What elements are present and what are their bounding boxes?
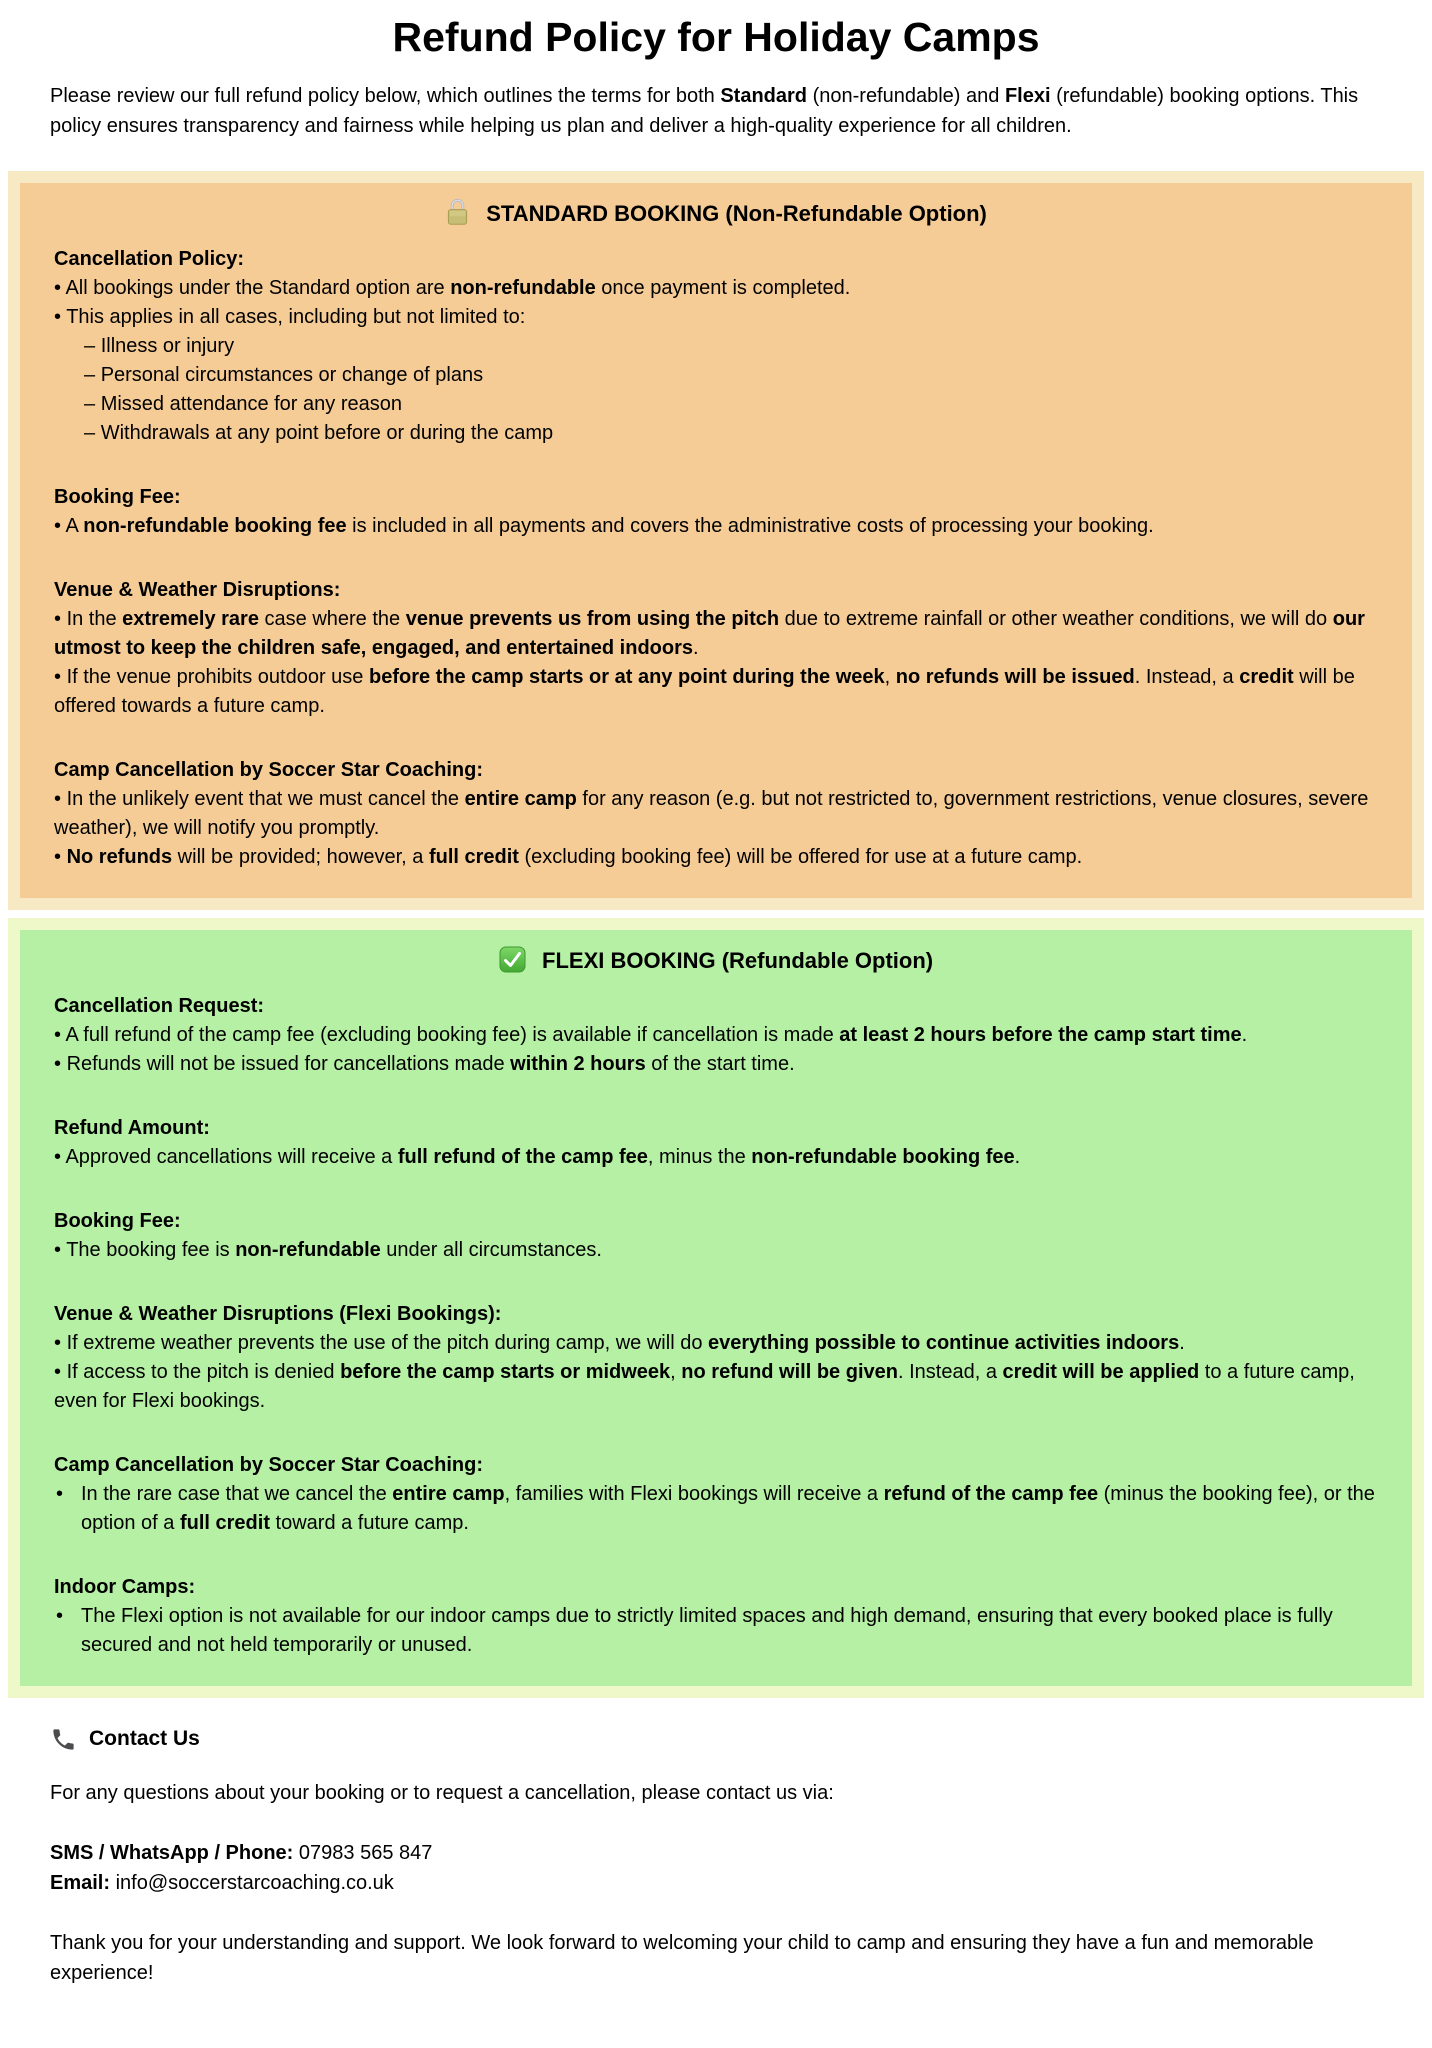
group-heading: Booking Fee: [54, 486, 181, 508]
text-run: In the unlikely event that we must cancel the [66, 788, 465, 810]
check-icon [499, 946, 526, 973]
list-marker: • [54, 1239, 67, 1261]
closing-paragraph: Thank you for your understanding and support. We look forward to welcoming your child to camp and ensuring they have a fun and memorable experience! [50, 1932, 1314, 1984]
item-text [54, 1361, 1355, 1412]
bold-text: no refunds will be issued [895, 666, 1135, 688]
list-marker: • [54, 1361, 67, 1383]
text-run: All bookings under the Standard option are [65, 277, 451, 299]
item-text [101, 393, 402, 415]
page-title: Refund Policy for Holiday Camps [392, 14, 1040, 60]
group-heading: Cancellation Policy: [54, 248, 245, 270]
text-run: due to extreme rainfall or other weather conditions, we will do [779, 608, 1333, 630]
text-run: . Instead, a [1134, 666, 1240, 688]
text-run: is included in all payments and covers the administrative costs of processing your booking. [346, 515, 1154, 537]
text-run: will be offered towards a future camp. [54, 666, 1355, 717]
list-marker: • [54, 666, 67, 688]
policy-group [54, 992, 1378, 1079]
list-marker: • [54, 788, 67, 810]
group-heading: Refund Amount: [54, 1117, 210, 1139]
standard-booking-inner [20, 183, 1412, 898]
bold-text: refund of the camp fee [883, 1483, 1099, 1505]
text-run: , minus the [647, 1146, 752, 1168]
policy-group [54, 1300, 1378, 1416]
text-run: If access to the pitch is denied [66, 1361, 341, 1383]
item-text [81, 1605, 1333, 1656]
bold-text: non-refundable booking fee [751, 1146, 1015, 1168]
list-marker: • [54, 1053, 67, 1075]
policy-bullet [54, 274, 1378, 303]
item-text [81, 1483, 1375, 1534]
policy-group [54, 756, 1378, 872]
text-run: Illness or injury [100, 335, 235, 357]
list-marker: – [84, 422, 101, 444]
text-run: . [1179, 1332, 1185, 1354]
policy-group [54, 483, 1378, 541]
text-run: for any reason (e.g. but not restricted to, government restrictions, venue closures, severe weather), we will notify you promptly. [54, 788, 1369, 839]
text-run: The Flexi option is not available for our indoor camps due to strictly limited spaces and high demand, ensuring that every booked place is fully secured and not held temporarily or unused. [81, 1605, 1333, 1656]
contact-heading [50, 1724, 1382, 1754]
policy-bullet [54, 1602, 1378, 1660]
list-marker: • [54, 306, 67, 328]
list-marker: – [84, 364, 101, 386]
bold-text: No refunds [66, 846, 173, 868]
list-marker: • [56, 1483, 64, 1505]
bold-text: before the camp starts or midweek [340, 1361, 671, 1383]
policy-bullet [54, 1143, 1378, 1172]
text-run: . [693, 637, 699, 659]
bold-text: our utmost to keep the children safe, engaged, and entertained indoors [54, 608, 1365, 659]
policy-bullet [54, 1021, 1378, 1050]
text-run: A [65, 515, 84, 537]
contact-intro: For any questions about your booking or to request a cancellation, please contact us via: [50, 1782, 834, 1804]
policy-bullet [54, 663, 1378, 721]
policy-bullet [54, 843, 1378, 872]
text-run: This applies in all cases, including but not limited to: [66, 306, 526, 328]
flexi-groups [54, 992, 1378, 1660]
item-text [66, 1239, 602, 1261]
bold-text: before the camp starts or at any point during the week [368, 666, 885, 688]
text-run: , families with Flexi bookings will receive a [504, 1483, 884, 1505]
standard-section-header [54, 197, 1378, 231]
list-marker: • [54, 846, 67, 868]
item-text [67, 846, 1083, 868]
bold-text: credit will be applied [1002, 1361, 1200, 1383]
list-marker: • [54, 608, 67, 630]
list-marker: • [54, 1332, 67, 1354]
policy-bullet [54, 512, 1378, 541]
bold-text: within 2 hours [510, 1053, 646, 1075]
policy-sub-item [54, 390, 1378, 419]
phone-number: 07983 565 847 [298, 1842, 433, 1864]
item-text [67, 1053, 795, 1075]
bold-text: Flexi [1004, 85, 1051, 107]
policy-sub-item [54, 332, 1378, 361]
standard-section-title: STANDARD BOOKING (Non-Refundable Option) [486, 201, 987, 226]
policy-sub-item [54, 361, 1378, 390]
text-run: will be provided; however, a [172, 846, 429, 868]
text-run: Approved cancellations will receive a [65, 1146, 398, 1168]
standard-booking-section [8, 171, 1424, 910]
text-run: In the [66, 608, 123, 630]
text-run: , [884, 666, 896, 688]
text-run: In the rare case that we cancel the [81, 1483, 393, 1505]
item-text [101, 364, 483, 386]
bold-text: no refund will be given [681, 1361, 898, 1383]
list-marker: • [54, 1024, 66, 1046]
policy-group [54, 1573, 1378, 1660]
item-text [67, 1332, 1185, 1354]
policy-bullet [54, 605, 1378, 663]
bold-text: entire camp [464, 788, 577, 810]
text-run: Please review our full refund policy below, which outlines the terms for both [50, 85, 721, 107]
flexi-booking-section [8, 918, 1424, 1698]
group-heading: Camp Cancellation by Soccer Star Coaching: [54, 1454, 483, 1476]
policy-group [54, 576, 1378, 721]
text-run: Missed attendance for any reason [100, 393, 402, 415]
standard-groups [54, 245, 1378, 872]
policy-bullet [54, 1050, 1378, 1079]
text-run: once payment is completed. [595, 277, 851, 299]
bold-text: extremely rare [122, 608, 259, 630]
item-text [54, 666, 1355, 717]
flexi-section-title: FLEXI BOOKING (Refundable Option) [542, 948, 934, 973]
group-heading: Venue & Weather Disruptions: [54, 579, 341, 601]
bold-text: entire camp [392, 1483, 505, 1505]
group-heading: Camp Cancellation by Soccer Star Coaching: [54, 759, 483, 781]
list-marker: • [56, 1605, 64, 1627]
text-run: under all circumstances. [380, 1239, 602, 1261]
bold-text: at least 2 hours before the camp start time [839, 1024, 1242, 1046]
phone-icon [50, 1726, 77, 1753]
group-heading: Indoor Camps: [54, 1576, 196, 1598]
text-run: of the start time. [645, 1053, 795, 1075]
item-text [65, 515, 1153, 537]
bold-text: non-refundable booking fee [83, 515, 347, 537]
policy-group [54, 1114, 1378, 1172]
policy-group [54, 1451, 1378, 1538]
text-run: Personal circumstances or change of plans [100, 364, 484, 386]
phone-label: SMS / WhatsApp / Phone: [50, 1842, 294, 1864]
list-marker: • [54, 515, 66, 537]
text-run: . [1241, 1024, 1248, 1046]
group-heading: Booking Fee: [54, 1210, 181, 1232]
item-text [101, 335, 234, 357]
text-run: . [1014, 1146, 1021, 1168]
intro-paragraph [50, 81, 1386, 141]
bold-text: non-refundable [235, 1239, 381, 1261]
bold-text: full credit [428, 846, 519, 868]
contact-email-line [50, 1868, 1382, 1898]
policy-bullet [54, 1236, 1378, 1265]
item-text [54, 608, 1365, 659]
policy-bullet [54, 1329, 1378, 1358]
contact-phone-line [50, 1838, 1382, 1868]
email-address: info@soccerstarcoaching.co.uk [115, 1872, 394, 1894]
bold-text: credit [1239, 666, 1294, 688]
list-marker: – [84, 335, 101, 357]
bold-text: venue prevents us from using the pitch [405, 608, 780, 630]
item-text [65, 1146, 1020, 1168]
policy-bullet [54, 1480, 1378, 1538]
lock-icon [445, 197, 470, 226]
refund-policy-page [0, 14, 1432, 2048]
bold-text: Standard [720, 85, 808, 107]
item-text [101, 422, 553, 444]
text-run: (refundable) booking options. This policy ensures transparency and fairness while helping us plan and deliver a high-quality experience for all children. [50, 85, 1359, 137]
text-run: , [670, 1361, 682, 1383]
text-run: If the venue prohibits outdoor use [66, 666, 369, 688]
text-run: case where the [258, 608, 406, 630]
contact-details [50, 1838, 1382, 1898]
text-run: The booking fee is [66, 1239, 236, 1261]
policy-bullet [54, 785, 1378, 843]
policy-group [54, 245, 1378, 448]
flexi-booking-inner [20, 930, 1412, 1686]
contact-section [50, 1724, 1382, 2048]
bold-text: full refund of the camp fee [397, 1146, 648, 1168]
text-run: Refunds will not be issued for cancellations made [66, 1053, 511, 1075]
text-run: Withdrawals at any point before or during the camp [100, 422, 554, 444]
text-run: (excluding booking fee) will be offered for use at a future camp. [518, 846, 1083, 868]
list-marker: – [84, 393, 101, 415]
policy-sub-item [54, 419, 1378, 448]
item-text [54, 788, 1368, 839]
contact-heading-label: Contact Us [89, 1727, 200, 1750]
group-heading: Cancellation Request: [54, 995, 265, 1017]
policy-group [54, 1207, 1378, 1265]
bold-text: non-refundable [450, 277, 596, 299]
bold-text: everything possible to continue activities indoors [708, 1332, 1180, 1354]
text-run: (minus the booking fee), or the option of a [81, 1483, 1375, 1534]
list-marker: • [54, 1146, 66, 1168]
item-text [66, 306, 525, 328]
text-run: A full refund of the camp fee (excluding booking fee) is available if cancellation is made [65, 1024, 840, 1046]
bold-text: full credit [179, 1512, 270, 1534]
text-run: toward a future camp. [269, 1512, 469, 1534]
list-marker: • [54, 277, 66, 299]
text-run: to a future camp, even for Flexi bookings. [54, 1361, 1355, 1412]
item-text [65, 1024, 1247, 1046]
text-run: . Instead, a [897, 1361, 1003, 1383]
text-run: If extreme weather prevents the use of the pitch during camp, we will do [66, 1332, 708, 1354]
flexi-section-header [54, 944, 1378, 978]
policy-bullet [54, 1358, 1378, 1416]
item-text [65, 277, 850, 299]
text-run: (non-refundable) and [807, 85, 1005, 107]
group-heading: Venue & Weather Disruptions (Flexi Bookings): [54, 1303, 502, 1325]
email-label: Email: [50, 1872, 111, 1894]
policy-bullet [54, 303, 1378, 332]
